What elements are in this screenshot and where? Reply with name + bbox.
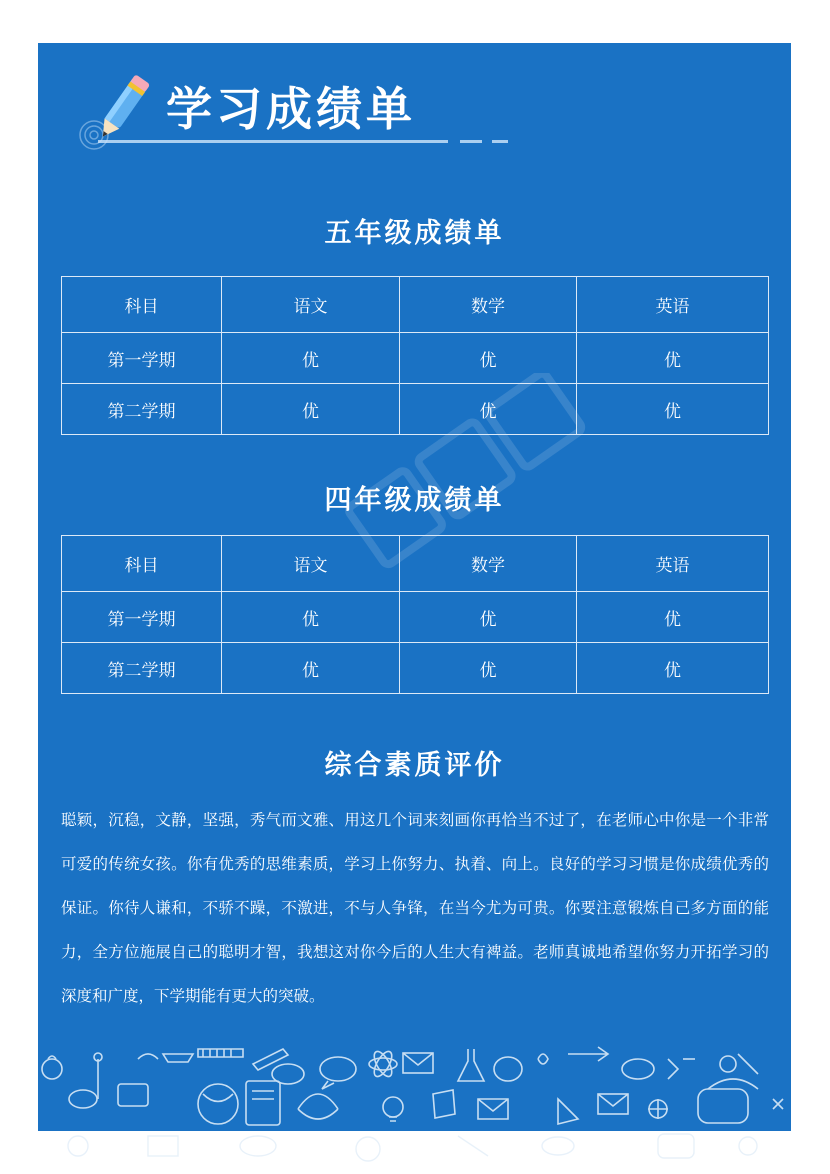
grade4-title: 四年级成绩单 bbox=[324, 485, 505, 516]
table-cell: 优 bbox=[577, 384, 769, 435]
header-cell: 数学 bbox=[400, 277, 577, 333]
header-cell: 英语 bbox=[577, 277, 769, 333]
doodle-decoration bbox=[38, 1039, 791, 1131]
table-row bbox=[62, 384, 769, 435]
table-cell: 优 bbox=[222, 592, 400, 643]
table-cell: 优 bbox=[400, 592, 577, 643]
grade5-table bbox=[61, 276, 769, 435]
table-header-row bbox=[62, 536, 769, 592]
doodle-decoration-faded bbox=[38, 1131, 791, 1174]
table-row bbox=[62, 643, 769, 694]
table-cell: 优 bbox=[577, 643, 769, 694]
table-row bbox=[62, 592, 769, 643]
header-cell: 科目 bbox=[62, 277, 222, 333]
table-cell: 优 bbox=[222, 333, 400, 384]
table-row bbox=[62, 333, 769, 384]
report-card bbox=[38, 43, 791, 1131]
main-title: 学习成绩单 bbox=[166, 82, 416, 136]
table-cell: 优 bbox=[222, 643, 400, 694]
evaluation-title: 综合素质评价 bbox=[324, 750, 505, 781]
table-cell: 第一学期 bbox=[62, 333, 222, 384]
header-cell: 语文 bbox=[222, 277, 400, 333]
table-cell: 第二学期 bbox=[62, 384, 222, 435]
table-header-row bbox=[62, 277, 769, 333]
header-cell: 数学 bbox=[400, 536, 577, 592]
header-cell: 语文 bbox=[222, 536, 400, 592]
table-cell: 优 bbox=[577, 592, 769, 643]
grade5-title: 五年级成绩单 bbox=[324, 218, 505, 249]
table-cell: 优 bbox=[222, 384, 400, 435]
grade4-table bbox=[61, 535, 769, 694]
table-cell: 第一学期 bbox=[62, 592, 222, 643]
header-cell: 英语 bbox=[577, 536, 769, 592]
header-cell: 科目 bbox=[62, 536, 222, 592]
table-cell: 优 bbox=[577, 333, 769, 384]
table-cell: 优 bbox=[400, 384, 577, 435]
evaluation-text: 聪颖，沉稳，文静，坚强，秀气而文雅、用这几个词来刻画你再恰当不过了，在老师心中你是一个非常可爱的传统女孩。你有优秀的思维素质，学习上你努力、执着、向上。良好的学习习惯是你成绩优秀的保证。你待人谦和，不骄不躁，不激进，不与人争锋，在当今尤为可贵。你要注意锻炼自己多方面的能力，全方位施展自己的聪明才智，我想这对你今后的人生大有裨益。老师真诚地希望你努力开拓学习的深度和广度，下学期能有更大的突破。 bbox=[61, 811, 769, 1005]
table-cell: 优 bbox=[400, 333, 577, 384]
table-cell: 优 bbox=[400, 643, 577, 694]
table-cell: 第二学期 bbox=[62, 643, 222, 694]
title-underline bbox=[98, 138, 518, 146]
